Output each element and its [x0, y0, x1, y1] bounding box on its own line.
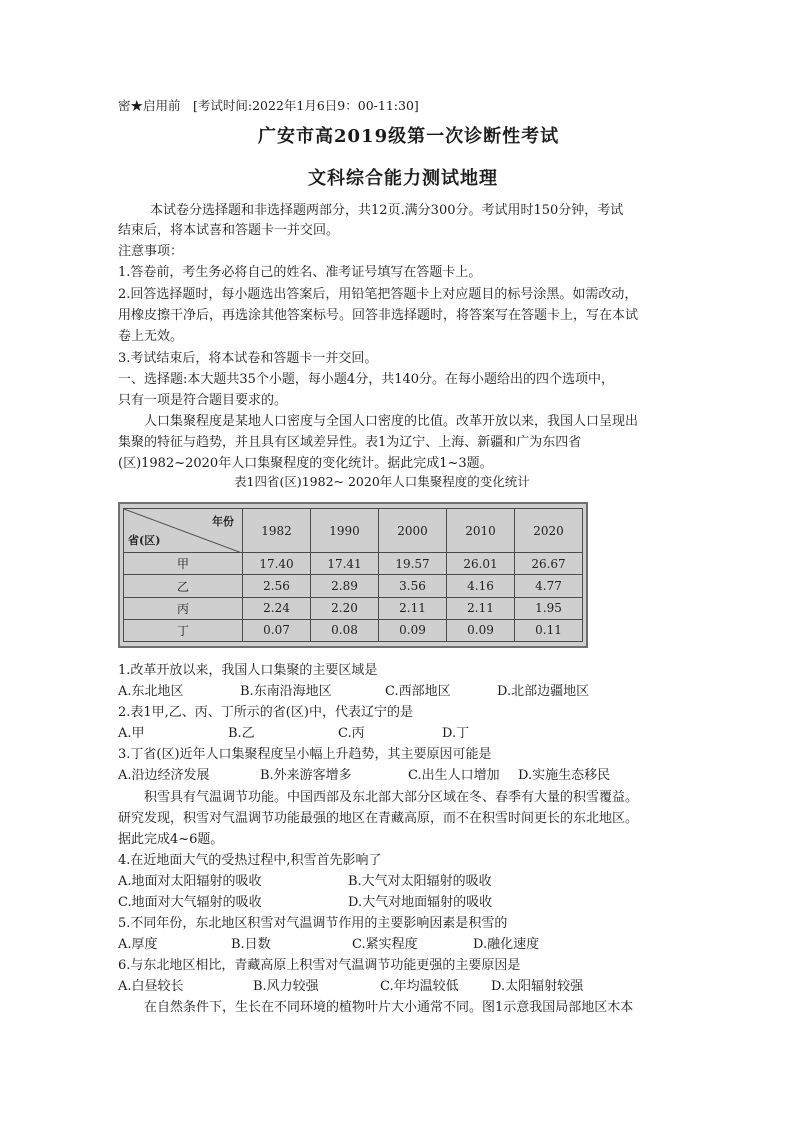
- year-header: 2000: [379, 509, 447, 553]
- value-cell: 2.24: [243, 597, 311, 619]
- value-cell: 1.95: [515, 597, 583, 619]
- q6-stem: 6.与东北地区相比，青藏高原上积雪对气温调节功能更强的主要原因是: [118, 958, 521, 973]
- year-header: 1982: [243, 509, 311, 553]
- corner-province-label: 省(区): [128, 534, 161, 548]
- q1-option-b: B.东南沿海地区: [240, 684, 332, 699]
- value-cell: 17.40: [243, 553, 311, 575]
- data-table-photo: [118, 502, 588, 648]
- intro-line-1: 本试卷分选择题和非选择题两部分，共12页.满分300分。考试用时150分钟，考试: [150, 203, 624, 218]
- q5-option-b: B.日数: [231, 937, 271, 952]
- q4-option-a: A.地面对太阳辐射的吸收: [118, 874, 262, 889]
- q5-option-c: C.紧实程度: [352, 937, 418, 952]
- q6-option-c: C.年均温较低: [380, 979, 459, 994]
- value-cell: 26.01: [447, 553, 515, 575]
- passage2-line-3: 据此完成4~6题。: [118, 832, 224, 847]
- value-cell: 2.89: [311, 575, 379, 597]
- province-cell: 丙: [124, 597, 243, 619]
- q2-option-c: C.丙: [338, 726, 365, 741]
- corner-year-label: 年份: [212, 515, 234, 528]
- passage1-line-2: 集聚的特征与趋势，并且具有区域差异性。表1为辽宁、上海、新疆和广为东四省: [118, 435, 582, 450]
- q2-option-d: D.丁: [442, 726, 470, 741]
- value-cell: 17.41: [311, 553, 379, 575]
- table-row: [124, 619, 583, 641]
- passage1-line-1: 人口集聚程度是某地人口密度与全国人口密度的比值。改革开放以来，我国人口呈现出: [144, 414, 639, 429]
- table-row: [124, 553, 583, 575]
- value-cell: 0.09: [379, 619, 447, 641]
- exam-header: 密★启用前 [考试时间:2022年1月6日9：00-11:30]: [118, 98, 419, 113]
- q3-option-a: A.沿边经济发展: [118, 768, 210, 783]
- notice-line-1: 1.答卷前，考生务必将自己的姓名、准考证号填写在答题卡上。: [118, 265, 482, 280]
- notice-title: 注意事项：: [118, 244, 184, 259]
- value-cell: 2.11: [447, 597, 515, 619]
- notice-line-2: 2.回答选择题时，每小题选出答案后，用铅笔把答题卡上对应题目的标号涂黑。如需改动，: [118, 287, 638, 302]
- q6-option-a: A.白昼较长: [118, 979, 184, 994]
- q5-stem: 5.不同年份，东北地区积雪对气温调节作用的主要影响因素是积雪的: [118, 916, 508, 931]
- q4-stem: 4.在近地面大气的受热过程中,积雪首先影响了: [118, 853, 382, 868]
- value-cell: 4.16: [447, 575, 515, 597]
- notice-line-4: 卷上无效。: [118, 329, 184, 344]
- table-title: 表1四省(区)1982~ 2020年人口集聚程度的变化统计: [234, 474, 530, 489]
- q5-option-d: D.融化速度: [473, 937, 540, 952]
- q3-option-d: D.实施生态移民: [518, 768, 611, 783]
- value-cell: 2.20: [311, 597, 379, 619]
- passage1-line-3: (区)1982~2020年人口集聚程度的变化统计。据此完成1~3题。: [118, 456, 493, 471]
- value-cell: 0.07: [243, 619, 311, 641]
- value-cell: 0.09: [447, 619, 515, 641]
- notice-line-5: 3.考试结束后，将本试卷和答题卡一并交回。: [118, 351, 378, 366]
- exam-title: 广安市高2019级第一次诊断性考试: [258, 126, 560, 147]
- q6-option-d: D.太阳辐射较强: [491, 979, 584, 994]
- intro-line-2: 结束后，将本试喜和答题卡一并交回。: [118, 223, 340, 238]
- year-header: 1990: [311, 509, 379, 553]
- province-cell: 丁: [124, 619, 243, 641]
- section-line-1: 一、选择题:本大题共35个小题，每小题4分，共140分。在每小题给出的四个选项中，: [118, 372, 615, 387]
- notice-line-3: 用橡皮擦干净后，再选涂其他答案标号。回答非选择题时，将答案写在答题卡上，写在本试: [118, 308, 639, 323]
- year-header: 2010: [447, 509, 515, 553]
- q3-option-b: B.外来游客增多: [260, 768, 352, 783]
- q1-stem: 1.改革开放以来，我国人口集聚的主要区域是: [118, 663, 378, 678]
- province-cell: 乙: [124, 575, 243, 597]
- section-line-2: 只有一项是符合题目要求的。: [118, 393, 288, 408]
- q1-option-a: A.东北地区: [118, 684, 184, 699]
- q2-option-a: A.甲: [118, 726, 145, 741]
- exam-subtitle: 文科综合能力测试地理: [308, 168, 498, 189]
- passage3-line-1: 在自然条件下，生长在不同环境的植物叶片大小通常不同。图1示意我国局部地区木本: [144, 1000, 634, 1015]
- value-cell: 2.56: [243, 575, 311, 597]
- q2-option-b: B.乙: [228, 726, 255, 741]
- q1-option-d: D.北部边疆地区: [497, 684, 590, 699]
- value-cell: 2.11: [379, 597, 447, 619]
- value-cell: 4.77: [515, 575, 583, 597]
- table-row: [124, 597, 583, 619]
- q4-option-d: D.大气对地面辐射的吸收: [348, 895, 493, 910]
- table-corner-cell: [124, 509, 243, 553]
- value-cell: 26.67: [515, 553, 583, 575]
- q5-option-a: A.厚度: [118, 937, 158, 952]
- value-cell: 19.57: [379, 553, 447, 575]
- q2-stem: 2.表1甲,乙、丙、丁所示的省(区)中，代表辽宁的是: [118, 705, 413, 720]
- q6-option-b: B.风力较强: [253, 979, 319, 994]
- q1-option-c: C.西部地区: [385, 684, 451, 699]
- value-cell: 0.08: [311, 619, 379, 641]
- q3-stem: 3.丁省(区)近年人口集聚程度呈小幅上升趋势，其主要原因可能是: [118, 747, 492, 762]
- q3-option-c: C.出生人口增加: [408, 768, 500, 783]
- value-cell: 3.56: [379, 575, 447, 597]
- passage2-line-1: 积雪具有气温调节功能。中国西部及东北部大部分区域在冬、春季有大量的积雪覆益。: [144, 790, 639, 805]
- value-cell: 0.11: [515, 619, 583, 641]
- passage2-line-2: 研究发现，积雪对气温调节功能最强的地区在青藏高原，而不在积雪时间更长的东北地区。: [118, 811, 639, 826]
- table-row: [124, 575, 583, 597]
- province-cell: 甲: [124, 553, 243, 575]
- data-table: [123, 508, 583, 642]
- q4-option-b: B.大气对太阳辐射的吸收: [348, 874, 492, 889]
- year-header: 2020: [515, 509, 583, 553]
- q4-option-c: C.地面对大气辐射的吸收: [118, 895, 262, 910]
